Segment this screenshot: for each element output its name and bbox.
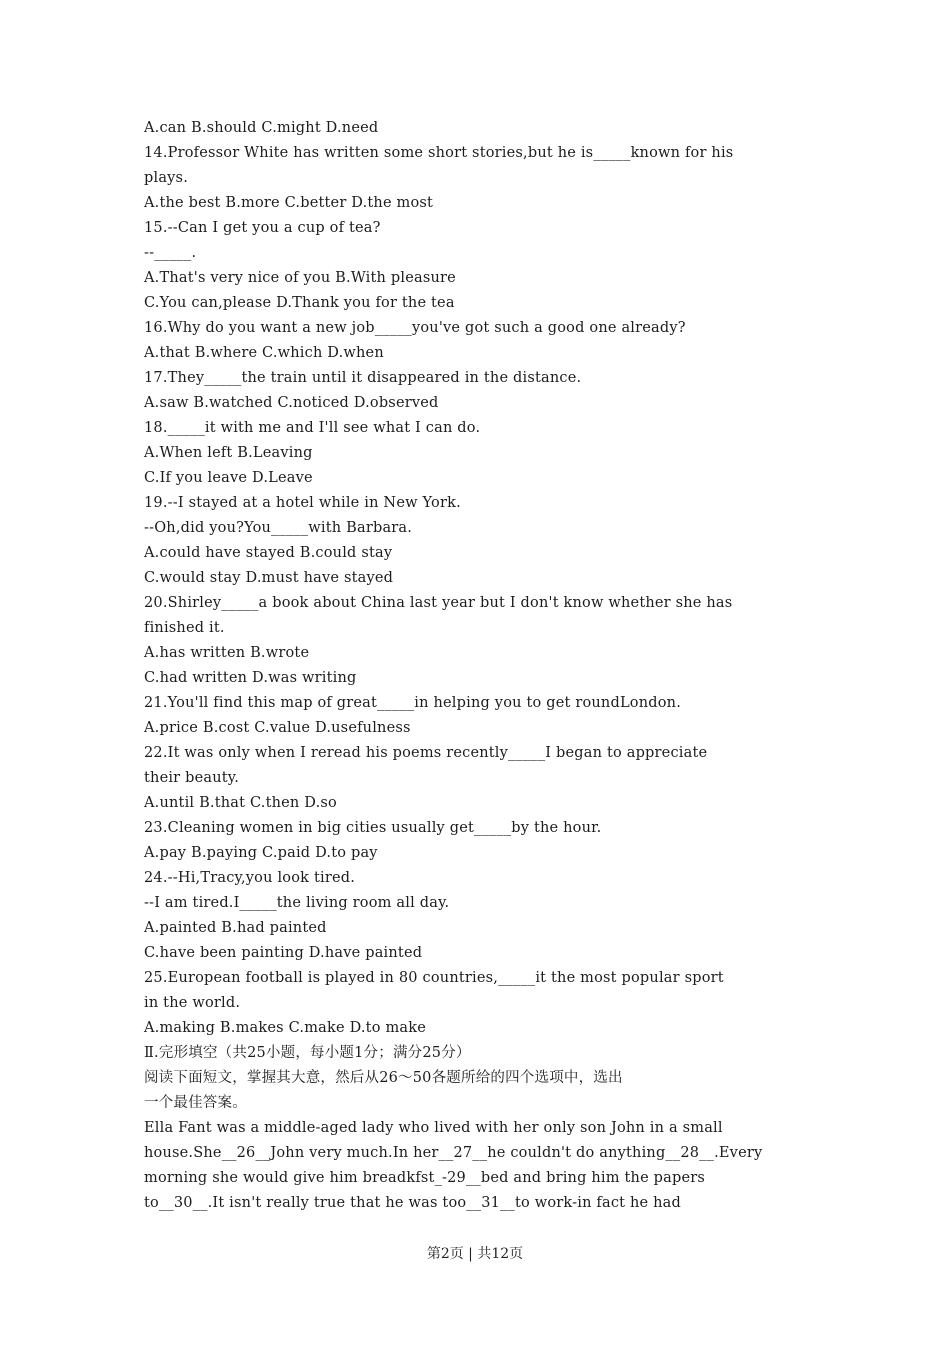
text-line: A.That's very nice of you B.With pleasure — [144, 270, 456, 286]
text-line: 25.European football is played in 80 countries,_____it the most popular sport — [144, 970, 724, 986]
text-line: A.until B.that C.then D.so — [144, 795, 337, 811]
section-heading: Ⅱ.完形填空（共25小题，每小题1分；满分25分） — [144, 1045, 471, 1061]
text-line: C.had written D.was writing — [144, 670, 357, 686]
text-line: 22.It was only when I reread his poems recently_____I began to appreciate — [144, 745, 708, 761]
text-line: 21.You'll find this map of great_____in helping you to get roundLondon. — [144, 695, 682, 711]
text-line: 14.Professor White has written some short stories,but he is_____known for his — [144, 145, 734, 161]
text-line: Ella Fant was a middle-aged lady who lived with her only son John in a small — [144, 1120, 723, 1136]
text-line: 16.Why do you want a new job_____you've got such a good one already? — [144, 320, 686, 336]
text-line: C.have been painting D.have painted — [144, 945, 423, 961]
text-line: 24.--Hi,Tracy,you look tired. — [144, 870, 356, 886]
text-line: A.When left B.Leaving — [144, 445, 313, 461]
text-line: morning she would give him breadkfst_-29__bed and bring him the papers — [144, 1170, 706, 1186]
text-line: 15.--Can I get you a cup of tea? — [144, 220, 381, 236]
text-line: plays. — [144, 170, 189, 186]
page-body-text — [144, 116, 804, 1216]
text-line: 一个最佳答案。 — [144, 1095, 247, 1111]
text-line: 18._____it with me and I'll see what I can do. — [144, 420, 481, 436]
text-line: 23.Cleaning women in big cities usually get_____by the hour. — [144, 820, 602, 836]
text-line: A.painted B.had painted — [144, 920, 327, 936]
text-line: A.that B.where C.which D.when — [144, 345, 384, 361]
text-line: to__30__.It isn't really true that he was too__31__to work-in fact he had — [144, 1195, 681, 1211]
text-line: A.pay B.paying C.paid D.to pay — [144, 845, 378, 861]
page-footer: 第2页 | 共12页 — [426, 1246, 524, 1262]
text-line: finished it. — [144, 620, 225, 636]
text-line: C.If you leave D.Leave — [144, 470, 313, 486]
text-line: A.saw B.watched C.noticed D.observed — [144, 395, 439, 411]
text-line: A.could have stayed B.could stay — [144, 545, 393, 561]
text-line: house.She__26__John very much.In her__27__he couldn't do anything__28__.Every — [144, 1145, 763, 1161]
text-line: 17.They_____the train until it disappeared in the distance. — [144, 370, 582, 386]
text-line: A.the best B.more C.better D.the most — [144, 195, 434, 211]
text-line: A.price B.cost C.value D.usefulness — [144, 720, 411, 736]
text-line: in the world. — [144, 995, 241, 1011]
text-line: A.has written B.wrote — [144, 645, 310, 661]
text-line: their beauty. — [144, 770, 240, 786]
text-line: 20.Shirley_____a book about China last year but I don't know whether she has — [144, 595, 733, 611]
text-line: --_____. — [144, 245, 197, 261]
text-line: C.You can,please D.Thank you for the tea — [144, 295, 455, 311]
text-line: C.would stay D.must have stayed — [144, 570, 394, 586]
text-line: --Oh,did you?You_____with Barbara. — [144, 520, 413, 536]
text-line: A.can B.should C.might D.need — [144, 120, 379, 136]
text-line: --I am tired.I_____the living room all day. — [144, 895, 450, 911]
text-line: A.making B.makes C.make D.to make — [144, 1020, 427, 1036]
text-line: 19.--I stayed at a hotel while in New York. — [144, 495, 461, 511]
text-line: 阅读下面短文，掌握其大意，然后从26～50各题所给的四个选项中，选出 — [144, 1070, 623, 1086]
